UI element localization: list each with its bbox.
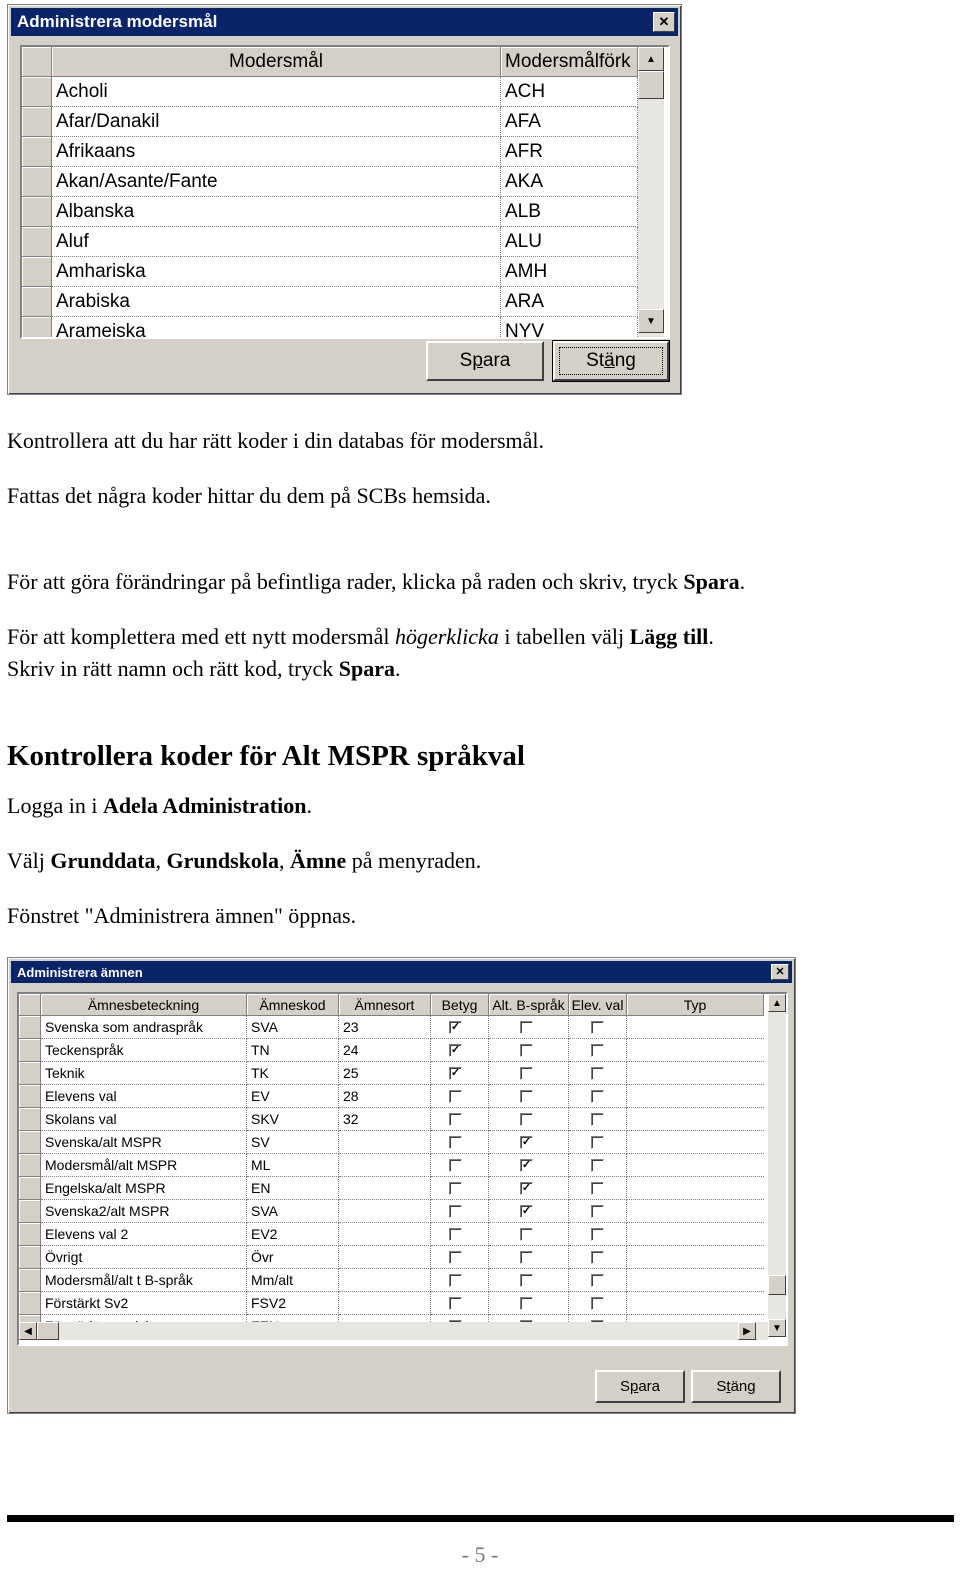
table-cell-typ[interactable] bbox=[627, 1177, 764, 1200]
table-cell-elev bbox=[569, 1016, 627, 1039]
p7-b: Grunddata bbox=[50, 848, 156, 873]
table-cell-code[interactable]: SV bbox=[247, 1131, 339, 1154]
elev-checkbox[interactable] bbox=[591, 1113, 604, 1126]
table-cell-code[interactable]: SVA bbox=[247, 1016, 339, 1039]
betyg-checkbox[interactable] bbox=[449, 1136, 462, 1149]
table-cell-elev bbox=[569, 1062, 627, 1085]
p7-g: på menyraden. bbox=[346, 848, 482, 873]
dialog-titlebar bbox=[11, 8, 678, 36]
elev-checkbox[interactable] bbox=[591, 1090, 604, 1103]
elev-checkbox[interactable] bbox=[591, 1067, 604, 1080]
table-cell-name[interactable]: Svenska som andraspråk bbox=[41, 1016, 247, 1039]
table-cell-alt bbox=[489, 1085, 569, 1108]
p4-text: För att komplettera med ett nytt modersmål bbox=[7, 624, 395, 649]
table-cell-alt bbox=[489, 1269, 569, 1292]
column-header[interactable]: Elev. val bbox=[569, 994, 627, 1016]
row-header[interactable] bbox=[22, 227, 52, 257]
column-header[interactable]: Modersmål bbox=[52, 47, 501, 77]
betyg-checkbox[interactable] bbox=[449, 1205, 462, 1218]
table-cell-typ[interactable] bbox=[627, 1292, 764, 1315]
elev-checkbox[interactable] bbox=[591, 1251, 604, 1264]
table-cell-name[interactable]: Arameiska bbox=[52, 317, 501, 339]
table-cell-code[interactable]: NYV bbox=[501, 317, 638, 339]
table-cell-code[interactable]: ALU bbox=[501, 227, 638, 257]
column-header[interactable]: Modersmålförk bbox=[501, 47, 638, 77]
table-cell-alt bbox=[489, 1062, 569, 1085]
table-cell-alt bbox=[489, 1108, 569, 1131]
dialog-administrera-modersmal bbox=[7, 4, 682, 395]
table-cell-code[interactable]: AMH bbox=[501, 257, 638, 287]
betyg-checkbox[interactable]: ✓ bbox=[450, 1044, 461, 1056]
table-cell-alt bbox=[489, 1016, 569, 1039]
column-header[interactable]: Betyg bbox=[431, 994, 489, 1016]
scroll-thumb[interactable] bbox=[638, 71, 664, 99]
row-header[interactable] bbox=[19, 1200, 41, 1223]
p5-text: Skriv in rätt namn och rätt kod, tryck bbox=[7, 656, 339, 681]
table-cell-alt bbox=[489, 1039, 569, 1062]
column-header[interactable]: Alt. B-språk bbox=[489, 994, 569, 1016]
table-cell-sort[interactable] bbox=[339, 1154, 431, 1177]
p3-text: För att göra förändringar på befintliga rader, klicka på raden och skriv, tryck bbox=[7, 569, 684, 594]
alt-checkbox[interactable] bbox=[520, 1274, 533, 1287]
elev-checkbox[interactable] bbox=[591, 1205, 604, 1218]
table-cell-name[interactable]: Akan/Asante/Fante bbox=[52, 167, 501, 197]
save-label-b: p bbox=[472, 350, 483, 371]
table-cell-elev bbox=[569, 1246, 627, 1269]
table-cell-name[interactable]: Engelska/alt MSPR bbox=[41, 1177, 247, 1200]
table-cell-sort[interactable]: 23 bbox=[339, 1016, 431, 1039]
row-header[interactable] bbox=[19, 1292, 41, 1315]
row-header[interactable] bbox=[19, 1246, 41, 1269]
table-cell-betyg bbox=[431, 1269, 489, 1292]
save-label-a: S bbox=[459, 350, 473, 371]
table-cell-code[interactable]: AFR bbox=[501, 137, 638, 167]
paragraph-4 bbox=[7, 624, 714, 650]
table-cell-name[interactable]: Albanska bbox=[52, 197, 501, 227]
table-cell-name[interactable]: Acholi bbox=[52, 77, 501, 107]
table-cell-typ[interactable] bbox=[627, 1085, 764, 1108]
table-cell-elev bbox=[569, 1177, 627, 1200]
elev-checkbox[interactable] bbox=[591, 1136, 604, 1149]
row-header[interactable] bbox=[22, 287, 52, 317]
paragraph-3 bbox=[7, 569, 745, 595]
table-cell-name[interactable]: Afar/Danakil bbox=[52, 107, 501, 137]
table-cell-alt bbox=[489, 1177, 569, 1200]
table-cell-name[interactable]: Modersmål/alt MSPR bbox=[41, 1154, 247, 1177]
p7-f: Ämne bbox=[290, 848, 347, 873]
table-cell-typ[interactable] bbox=[627, 1108, 764, 1131]
row-header[interactable] bbox=[22, 137, 52, 167]
alt-checkbox[interactable] bbox=[520, 1297, 533, 1310]
elev-checkbox[interactable] bbox=[591, 1182, 604, 1195]
table-cell-name[interactable]: Arabiska bbox=[52, 287, 501, 317]
table-cell-sort[interactable] bbox=[339, 1200, 431, 1223]
row-header[interactable] bbox=[19, 1062, 41, 1085]
column-header[interactable]: Typ bbox=[627, 994, 764, 1016]
dialog-administrera-amnen bbox=[7, 957, 796, 1414]
table-cell-alt bbox=[489, 1200, 569, 1223]
table-cell-sort[interactable] bbox=[339, 1292, 431, 1315]
elev-checkbox[interactable] bbox=[591, 1297, 604, 1310]
table-cell-name[interactable]: Teknik bbox=[41, 1062, 247, 1085]
table-cell-betyg bbox=[431, 1200, 489, 1223]
table-cell-typ[interactable] bbox=[627, 1154, 764, 1177]
table-cell-elev bbox=[569, 1200, 627, 1223]
dialog-title: Administrera modersmål bbox=[17, 12, 218, 31]
table-cell-name[interactable]: Elevens val 2 bbox=[41, 1223, 247, 1246]
table-cell-alt bbox=[489, 1246, 569, 1269]
table-cell-elev bbox=[569, 1223, 627, 1246]
footer-rule bbox=[7, 1515, 954, 1522]
p5-bold: Spara bbox=[338, 656, 396, 681]
p4-text-2: i tabellen välj bbox=[498, 624, 630, 649]
save-button-2[interactable] bbox=[595, 1370, 685, 1403]
close-label-2a: S bbox=[716, 1378, 727, 1395]
paragraph-1: Kontrollera att du har rätt koder i din databas för modersmål. bbox=[7, 428, 544, 453]
scroll-thumb-h[interactable] bbox=[37, 1322, 59, 1340]
alt-checkbox[interactable] bbox=[520, 1113, 533, 1126]
p7-c: , bbox=[155, 848, 167, 873]
table-cell-typ[interactable] bbox=[627, 1131, 764, 1154]
alt-checkbox[interactable]: ✓ bbox=[521, 1159, 532, 1171]
elev-checkbox[interactable] bbox=[591, 1021, 604, 1034]
close-label-b: ä bbox=[604, 350, 615, 371]
table-cell-sort[interactable] bbox=[339, 1177, 431, 1200]
p3-bold: Spara bbox=[683, 569, 740, 594]
table-cell-typ[interactable] bbox=[627, 1039, 764, 1062]
table-cell-betyg bbox=[431, 1016, 489, 1039]
table-cell-typ[interactable] bbox=[627, 1016, 764, 1039]
elev-checkbox[interactable] bbox=[591, 1228, 604, 1241]
table-cell-name[interactable]: Aluf bbox=[52, 227, 501, 257]
table-cell-alt bbox=[489, 1131, 569, 1154]
betyg-checkbox[interactable]: ✓ bbox=[450, 1021, 461, 1033]
p4-end: . bbox=[708, 624, 714, 649]
betyg-checkbox[interactable] bbox=[449, 1297, 462, 1310]
betyg-checkbox[interactable] bbox=[449, 1228, 462, 1241]
table-cell-code[interactable]: EV2 bbox=[247, 1223, 339, 1246]
table-cell-sort[interactable]: 28 bbox=[339, 1085, 431, 1108]
table-cell-betyg bbox=[431, 1131, 489, 1154]
dialog-titlebar-2 bbox=[11, 961, 792, 983]
row-header[interactable] bbox=[19, 1177, 41, 1200]
table-cell-code[interactable]: ACH bbox=[501, 77, 638, 107]
table-cell-name[interactable]: Svenska2/alt MSPR bbox=[41, 1200, 247, 1223]
row-header[interactable] bbox=[19, 1223, 41, 1246]
elev-checkbox[interactable] bbox=[591, 1159, 604, 1172]
table-cell-code[interactable]: ML bbox=[247, 1154, 339, 1177]
table-cell-betyg bbox=[431, 1039, 489, 1062]
table-cell-name[interactable]: Förstärkt Sv2 bbox=[41, 1292, 247, 1315]
alt-checkbox[interactable] bbox=[520, 1021, 533, 1034]
table-cell-typ[interactable] bbox=[627, 1200, 764, 1223]
vertical-scrollbar[interactable] bbox=[638, 47, 664, 337]
alt-checkbox[interactable] bbox=[520, 1251, 533, 1264]
table-cell-betyg bbox=[431, 1223, 489, 1246]
row-header[interactable] bbox=[22, 317, 52, 339]
close-label-c: ng bbox=[614, 350, 636, 371]
table-cell-elev bbox=[569, 1292, 627, 1315]
paragraph-5 bbox=[7, 656, 401, 682]
column-header[interactable]: Ämnesort bbox=[339, 994, 431, 1016]
betyg-checkbox[interactable] bbox=[449, 1251, 462, 1264]
paragraph-8: Fönstret "Administrera ämnen" öppnas. bbox=[7, 903, 357, 928]
table-cell-code[interactable]: FSV2 bbox=[247, 1292, 339, 1315]
row-header[interactable] bbox=[22, 197, 52, 227]
row-header[interactable] bbox=[22, 77, 52, 107]
table-cell-name[interactable]: Elevens val bbox=[41, 1085, 247, 1108]
table-cell-code[interactable]: AKA bbox=[501, 167, 638, 197]
column-header[interactable]: Ämneskod bbox=[247, 994, 339, 1016]
table-cell-name[interactable]: Modersmål/alt t B-språk bbox=[41, 1269, 247, 1292]
alt-checkbox[interactable] bbox=[520, 1228, 533, 1241]
table-cell-sort[interactable] bbox=[339, 1223, 431, 1246]
table-cell-elev bbox=[569, 1108, 627, 1131]
elev-checkbox[interactable] bbox=[591, 1274, 604, 1287]
table-cell-sort[interactable] bbox=[339, 1246, 431, 1269]
p3-end: . bbox=[739, 569, 746, 594]
p6-text: Logga in i bbox=[7, 793, 103, 818]
page-number: - 5 - bbox=[461, 1542, 499, 1567]
close-button-2[interactable] bbox=[691, 1370, 781, 1403]
table-cell-betyg bbox=[431, 1108, 489, 1131]
table-cell-code[interactable]: ARA bbox=[501, 287, 638, 317]
table-cell-code[interactable]: Mm/alt bbox=[247, 1269, 339, 1292]
betyg-checkbox[interactable] bbox=[449, 1274, 462, 1287]
row-header[interactable] bbox=[19, 1154, 41, 1177]
row-header[interactable] bbox=[19, 1039, 41, 1062]
scroll-right-icon[interactable]: ▶ bbox=[738, 1322, 756, 1340]
table-cell-code[interactable]: EN bbox=[247, 1177, 339, 1200]
table-cell-betyg bbox=[431, 1246, 489, 1269]
scroll-up-icon[interactable]: ▲ bbox=[638, 47, 664, 71]
table-cell-sort[interactable] bbox=[339, 1131, 431, 1154]
betyg-checkbox[interactable] bbox=[449, 1159, 462, 1172]
row-header[interactable] bbox=[22, 107, 52, 137]
table-cell-elev bbox=[569, 1131, 627, 1154]
paragraph-6 bbox=[7, 793, 312, 819]
corner-header bbox=[19, 994, 41, 1016]
table-cell-code[interactable]: EV bbox=[247, 1085, 339, 1108]
table-cell-name[interactable]: Teckenspråk bbox=[41, 1039, 247, 1062]
dialog-title-2: Administrera ämnen bbox=[17, 964, 143, 980]
table-cell-typ[interactable] bbox=[627, 1223, 764, 1246]
table-cell-code[interactable]: ALB bbox=[501, 197, 638, 227]
modersmal-table[interactable] bbox=[20, 45, 670, 339]
close-label-a: St bbox=[586, 350, 605, 371]
paragraph-2: Fattas det några koder hittar du dem på SCBs hemsida. bbox=[7, 483, 491, 508]
alt-checkbox[interactable] bbox=[520, 1044, 533, 1057]
row-header[interactable] bbox=[19, 1016, 41, 1039]
alt-checkbox[interactable]: ✓ bbox=[521, 1182, 532, 1194]
p4-bold: Lägg till bbox=[629, 624, 709, 649]
table-cell-code[interactable]: TN bbox=[247, 1039, 339, 1062]
row-header[interactable] bbox=[19, 1085, 41, 1108]
table-cell-name[interactable]: Skolans val bbox=[41, 1108, 247, 1131]
close-icon-2[interactable]: ✕ bbox=[771, 964, 789, 980]
p7-e: , bbox=[279, 848, 291, 873]
close-button[interactable] bbox=[553, 341, 669, 381]
table-cell-sort[interactable]: 25 bbox=[339, 1062, 431, 1085]
save-label-2a: S bbox=[619, 1378, 630, 1395]
table-cell-betyg bbox=[431, 1154, 489, 1177]
table-cell-elev bbox=[569, 1154, 627, 1177]
table-cell-name[interactable]: Övrigt bbox=[41, 1246, 247, 1269]
table-cell-elev bbox=[569, 1269, 627, 1292]
p6-bold: Adela Administration bbox=[102, 793, 307, 818]
row-header[interactable] bbox=[19, 1131, 41, 1154]
focus-rect bbox=[559, 347, 663, 375]
table-cell-typ[interactable] bbox=[627, 1269, 764, 1292]
betyg-checkbox[interactable] bbox=[449, 1182, 462, 1195]
table-cell-betyg bbox=[431, 1085, 489, 1108]
scroll-down-icon[interactable]: ▼ bbox=[638, 309, 664, 333]
table-cell-elev bbox=[569, 1085, 627, 1108]
scroll-up-icon[interactable]: ▲ bbox=[768, 994, 786, 1012]
close-label-2c: äng bbox=[730, 1378, 756, 1395]
vertical-scrollbar[interactable] bbox=[768, 994, 786, 1337]
p6-end: . bbox=[306, 793, 312, 818]
scroll-thumb[interactable] bbox=[768, 1275, 786, 1295]
table-cell-name[interactable]: Svenska/alt MSPR bbox=[41, 1131, 247, 1154]
table-cell-code[interactable]: SVA bbox=[247, 1200, 339, 1223]
amnen-table[interactable] bbox=[17, 992, 788, 1346]
table-cell-betyg bbox=[431, 1292, 489, 1315]
close-label-2b: t bbox=[726, 1378, 731, 1395]
table-cell-code[interactable]: Övr bbox=[247, 1246, 339, 1269]
table-cell-code[interactable]: SKV bbox=[247, 1108, 339, 1131]
p5-end: . bbox=[395, 656, 401, 681]
alt-checkbox[interactable] bbox=[520, 1090, 533, 1103]
table-cell-sort[interactable] bbox=[339, 1269, 431, 1292]
alt-checkbox[interactable]: ✓ bbox=[521, 1136, 532, 1148]
table-cell-elev bbox=[569, 1039, 627, 1062]
save-label-c: ara bbox=[482, 350, 511, 371]
table-cell-betyg bbox=[431, 1062, 489, 1085]
alt-checkbox[interactable] bbox=[520, 1067, 533, 1080]
save-button[interactable] bbox=[426, 341, 544, 381]
horizontal-scrollbar[interactable] bbox=[19, 1322, 768, 1340]
close-icon[interactable]: ✕ bbox=[653, 12, 675, 32]
table-cell-code[interactable]: TK bbox=[247, 1062, 339, 1085]
paragraph-7 bbox=[7, 848, 481, 874]
betyg-checkbox[interactable] bbox=[449, 1113, 462, 1126]
p7-a: Välj bbox=[7, 848, 51, 873]
table-cell-typ[interactable] bbox=[627, 1062, 764, 1085]
betyg-checkbox[interactable] bbox=[449, 1090, 462, 1103]
corner-header bbox=[22, 47, 52, 77]
save-label-2b: p bbox=[629, 1378, 639, 1395]
alt-checkbox[interactable]: ✓ bbox=[521, 1205, 532, 1217]
table-cell-name[interactable]: Amhariska bbox=[52, 257, 501, 287]
table-cell-sort[interactable]: 32 bbox=[339, 1108, 431, 1131]
table-cell-alt bbox=[489, 1223, 569, 1246]
row-header[interactable] bbox=[22, 257, 52, 287]
table-cell-code[interactable]: AFA bbox=[501, 107, 638, 137]
table-cell-name[interactable]: Afrikaans bbox=[52, 137, 501, 167]
column-header[interactable]: Ämnesbeteckning bbox=[41, 994, 247, 1016]
table-cell-alt bbox=[489, 1154, 569, 1177]
row-header[interactable] bbox=[19, 1108, 41, 1131]
table-cell-typ[interactable] bbox=[627, 1246, 764, 1269]
section-heading: Kontrollera koder för Alt MSPR språkval bbox=[7, 740, 525, 772]
scroll-left-icon[interactable]: ◀ bbox=[19, 1322, 37, 1340]
table-cell-betyg bbox=[431, 1177, 489, 1200]
table-cell-sort[interactable]: 24 bbox=[339, 1039, 431, 1062]
row-header[interactable] bbox=[19, 1269, 41, 1292]
scroll-down-icon[interactable]: ▼ bbox=[768, 1319, 786, 1337]
betyg-checkbox[interactable]: ✓ bbox=[450, 1067, 461, 1079]
elev-checkbox[interactable] bbox=[591, 1044, 604, 1057]
row-header[interactable] bbox=[22, 167, 52, 197]
save-label-2c: ara bbox=[638, 1378, 661, 1395]
p7-d: Grundskola bbox=[166, 848, 280, 873]
p4-italic: högerklicka bbox=[394, 624, 499, 649]
table-cell-alt bbox=[489, 1292, 569, 1315]
